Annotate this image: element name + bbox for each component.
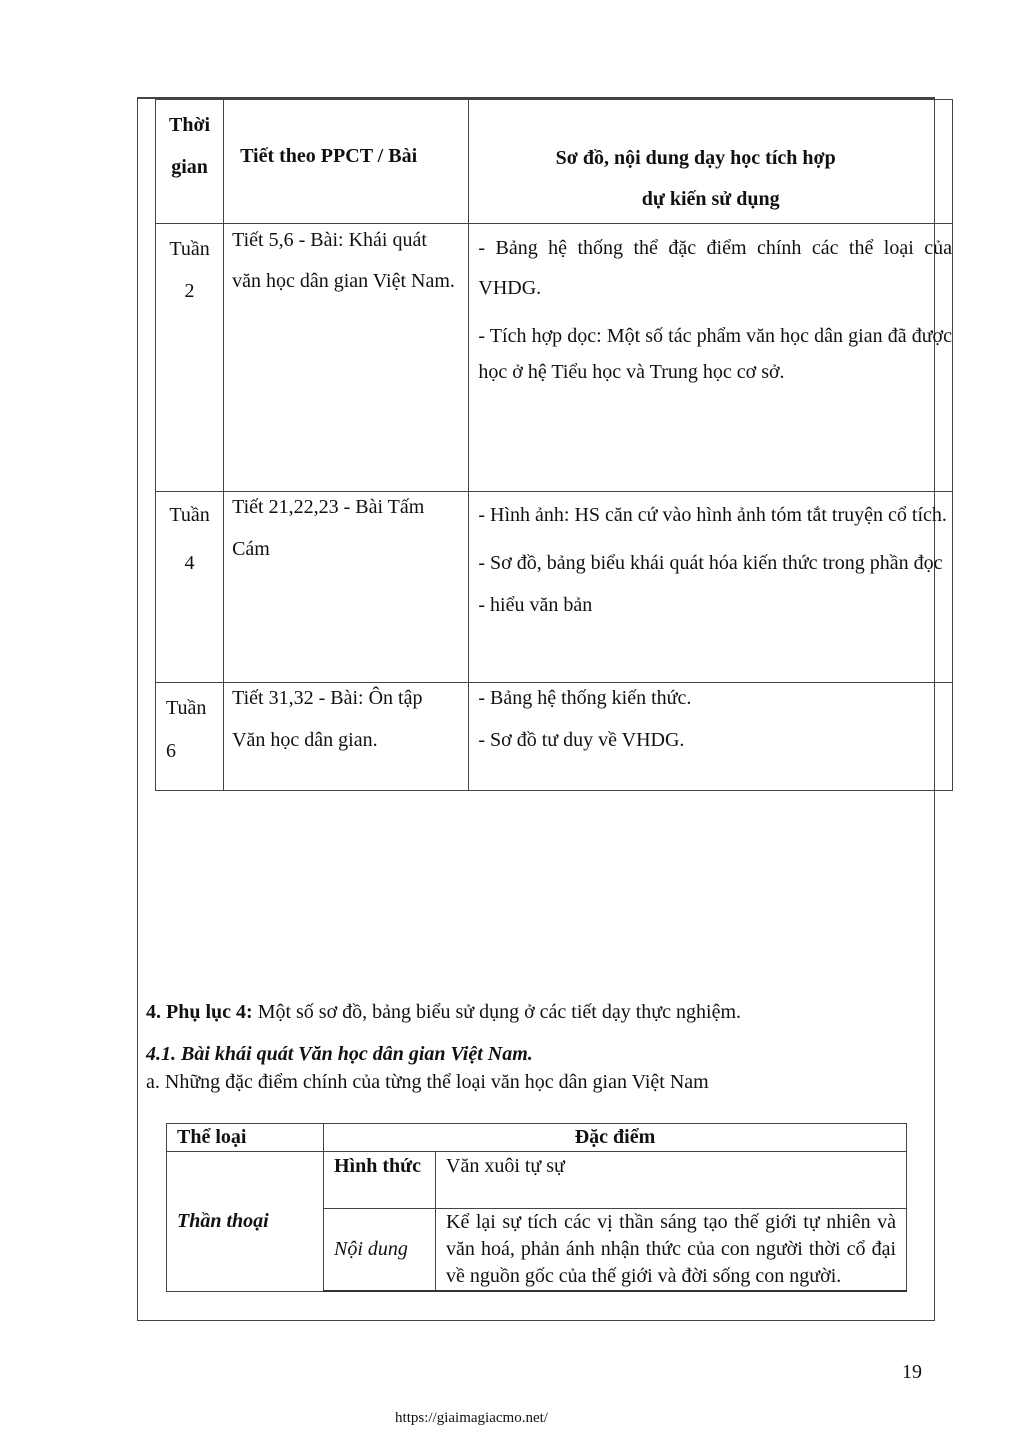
header-lesson-text: Tiết theo PPCT / Bài [240, 145, 418, 167]
table-row [167, 1152, 907, 1209]
header-content [469, 100, 953, 224]
table-header-row [167, 1124, 907, 1152]
footer-url: https://giaimagiacmo.net/ [395, 1410, 548, 1426]
header-genre: Thể loại [167, 1124, 324, 1152]
header-time-line2: gian [171, 156, 208, 178]
form-value: Văn xuôi tự sự [436, 1152, 907, 1209]
page-number: 19 [902, 1361, 922, 1383]
row-content-item: - Sơ đồ tư duy về VHDG. [478, 729, 685, 751]
table-header-row [156, 100, 953, 224]
section-subtitle: 4.1. Bài khái quát Văn học dân gian Việt Nam. [146, 1043, 533, 1065]
header-time [156, 100, 224, 224]
lesson-plan-table [155, 99, 953, 791]
row-time-week: Tuần [166, 697, 207, 719]
row-time-week: Tuần [169, 504, 210, 526]
content-value: Kể lại sự tích các vị thần sáng tạo thế giới tự nhiên và văn hoá, phản ánh nhận thức của con người thời cổ đại về nguồn gốc của thế giới và đời sống con người. [436, 1209, 907, 1292]
header-content-line1: Sơ đồ, nội dung dạy học tích hợp [555, 147, 836, 169]
row-content [469, 492, 953, 683]
row-time-number: 4 [184, 552, 195, 574]
form-label: Hình thức [324, 1152, 436, 1209]
content-label: Nội dung [324, 1209, 436, 1292]
table-row [156, 683, 953, 791]
row-content [469, 683, 953, 791]
genre-cell: Thần thoại [167, 1152, 324, 1292]
table-row [156, 492, 953, 683]
row-lesson-text: Tiết 21,22,23 - Bài Tấm Cám [232, 496, 425, 560]
row-lesson [224, 492, 469, 683]
section-item-a: a. Những đặc điểm chính của từng thể loại văn học dân gian Việt Nam [146, 1071, 709, 1093]
section-title-label: 4. Phụ lục 4: [146, 1001, 253, 1023]
row-lesson-text: Tiết 31,32 - Bài: Ôn tập Văn học dân gian. [232, 687, 423, 751]
row-time-number: 2 [184, 280, 195, 302]
footer [0, 1410, 1023, 1427]
genre-features-table [166, 1123, 907, 1292]
row-content-item: - Sơ đồ, bảng biểu khái quát hóa kiến thức trong phần đọc - hiểu văn bản [478, 552, 943, 616]
header-time-line1: Thời [168, 114, 211, 136]
row-lesson [224, 683, 469, 791]
header-lesson [224, 100, 469, 224]
row-lesson-text: Tiết 5,6 - Bài: Khái quát văn học dân gian Việt Nam. [232, 229, 455, 292]
row-time [156, 492, 224, 683]
section-title-text: Một số sơ đồ, bảng biểu sử dụng ở các tiết dạy thực nghiệm. [252, 1001, 741, 1023]
row-content-item: - Hình ảnh: HS căn cứ vào hình ảnh tóm tắt truyện cổ tích. [478, 504, 947, 526]
row-time-number: 6 [166, 740, 176, 762]
row-time [156, 224, 224, 492]
row-lesson [224, 224, 469, 492]
header-features: Đặc điểm [324, 1124, 907, 1152]
table-row [156, 224, 953, 492]
section-title [146, 998, 741, 1026]
row-time-week: Tuần [169, 238, 210, 260]
header-content-line2: dự kiến sử dụng [641, 188, 780, 210]
row-content-item: - Bảng hệ thống kiến thức. [478, 687, 692, 709]
row-content-item: - Bảng hệ thống thể đặc điểm chính các thể loại của VHDG. [478, 237, 952, 299]
row-content-item: - Tích hợp dọc: Một số tác phẩm văn học dân gian đã được học ở hệ Tiểu học và Trung học cơ sở. [478, 325, 952, 383]
row-time [156, 683, 224, 791]
row-content [469, 224, 953, 492]
